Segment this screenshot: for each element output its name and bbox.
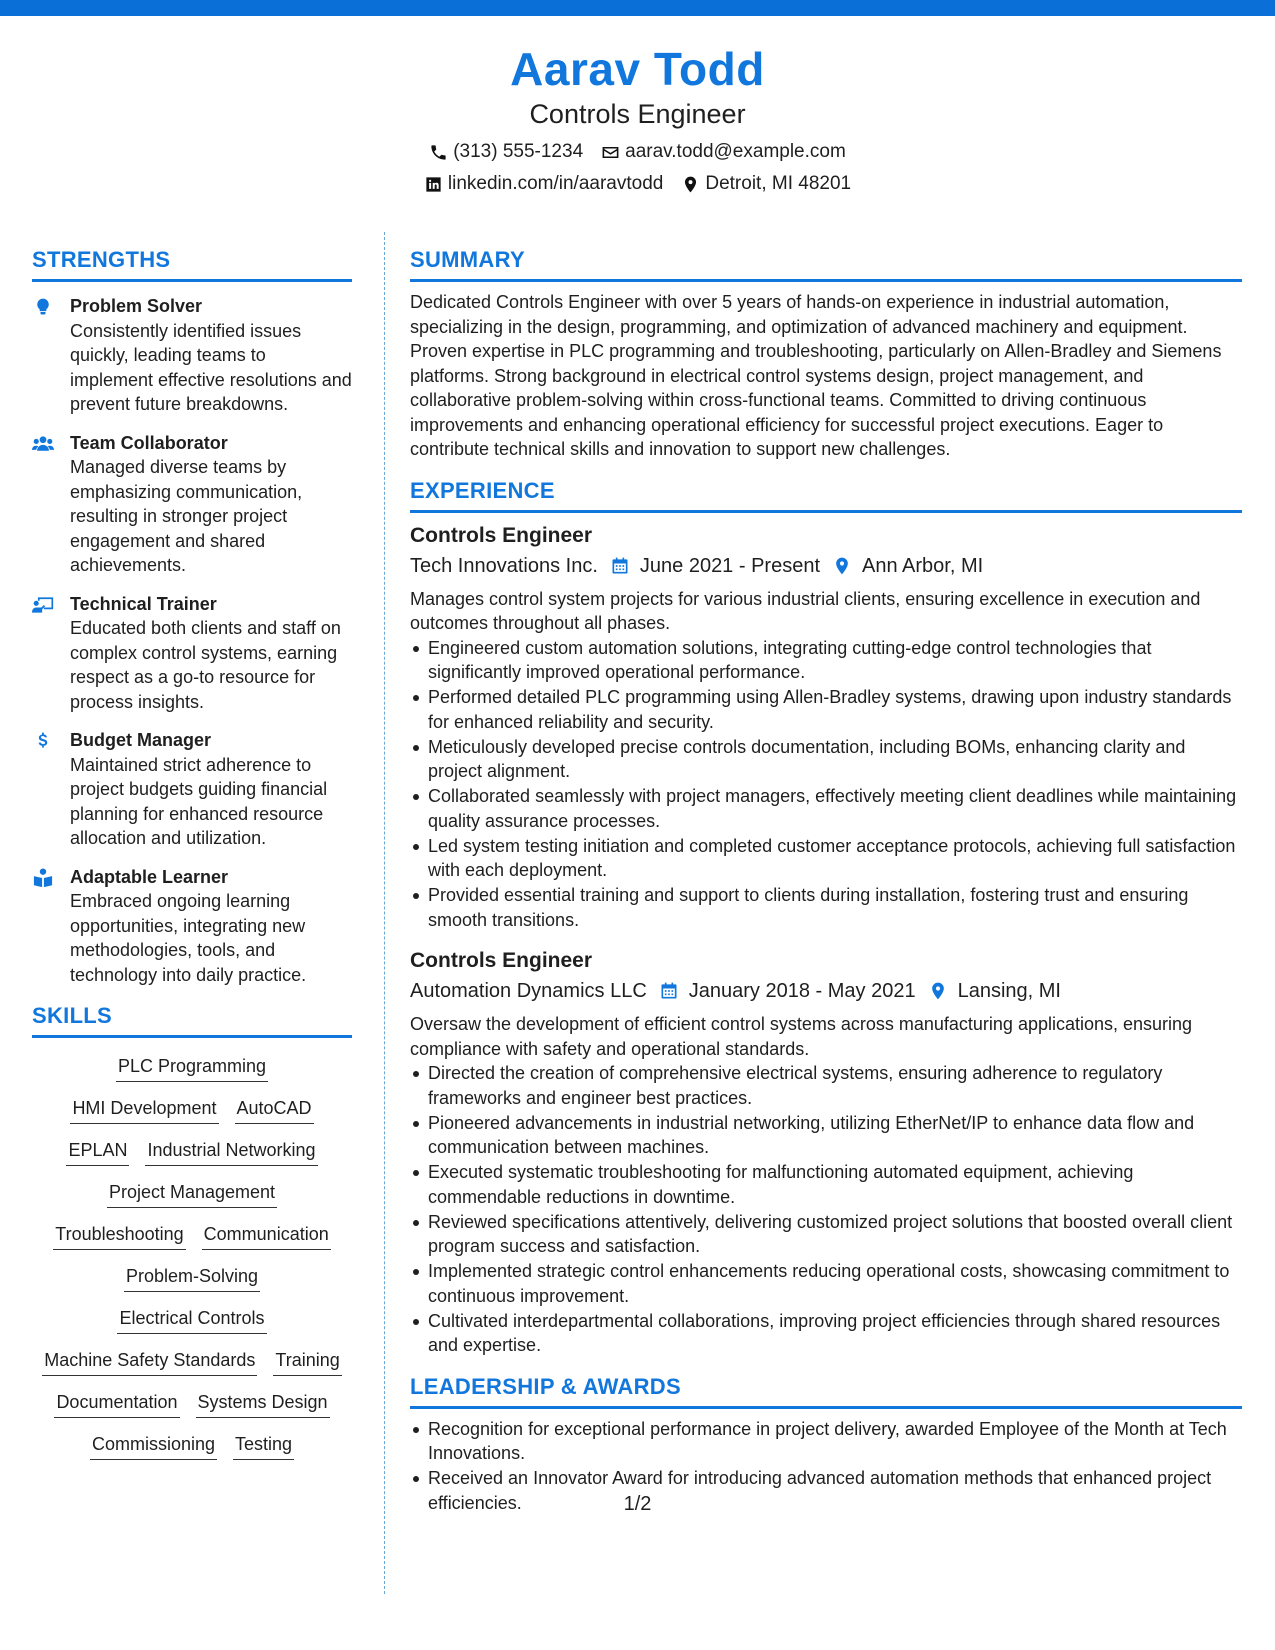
skill-tag: EPLAN <box>66 1138 129 1166</box>
book-reader-icon <box>32 865 70 988</box>
contact-row-1 <box>0 138 1275 166</box>
job-entry <box>410 521 1242 933</box>
strength-item <box>32 865 352 988</box>
strength-title: Technical Trainer <box>70 593 217 614</box>
skill-tag: Training <box>273 1348 341 1376</box>
location-text: Detroit, MI 48201 <box>705 173 852 194</box>
candidate-title: Controls Engineer <box>529 99 746 129</box>
resume-header <box>0 40 1275 198</box>
skills-section <box>32 1001 352 1460</box>
skill-tag: Problem-Solving <box>124 1264 260 1292</box>
bullet-item: Cultivated interdepartmental collaborations, improving project efficiencies through shared resources and expertise. <box>410 1309 1242 1358</box>
job-title: Controls Engineer <box>410 949 593 972</box>
job-description: Oversaw the development of efficient control systems across manufacturing applications, ensuring compliance with safety and operational standards. <box>410 1014 1193 1059</box>
award-item: Received an Innovator Award for introducing advanced automation methods that enhanced project efficiencies. <box>410 1466 1242 1515</box>
email-contact[interactable] <box>601 138 846 166</box>
phone-contact[interactable] <box>429 138 583 166</box>
skill-tag: Industrial Networking <box>145 1138 317 1166</box>
skill-tag: Troubleshooting <box>53 1222 185 1250</box>
bullet-item: Executed systematic troubleshooting for malfunctioning automated equipment, achieving commendable reductions in downtime. <box>410 1160 1242 1209</box>
bullet-item: Meticulously developed precise controls documentation, including BOMs, enhancing clarity and project alignment. <box>410 735 1242 784</box>
skill-tag: PLC Programming <box>116 1054 268 1082</box>
skill-tag: Project Management <box>107 1180 277 1208</box>
award-item: Recognition for exceptional performance in project delivery, awarded Employee of the Month at Tech Innovations. <box>410 1417 1242 1466</box>
phone-icon <box>429 143 448 162</box>
skill-tag: Systems Design <box>196 1390 330 1418</box>
top-accent-bar <box>0 0 1275 16</box>
chalkboard-teacher-icon <box>32 592 70 715</box>
job-bullets <box>410 1061 1242 1358</box>
email-text: aarav.todd@example.com <box>625 141 846 162</box>
bullet-item: Reviewed specifications attentively, delivering customized project solutions that boosted overall client program success and satisfaction. <box>410 1210 1242 1259</box>
skills-heading: SKILLS <box>32 1001 352 1038</box>
calendar-icon <box>610 556 630 576</box>
bullet-item: Led system testing initiation and completed customer acceptance protocols, achieving full satisfaction with each deployment. <box>410 834 1242 883</box>
skills-list <box>32 1054 352 1460</box>
strength-item <box>32 431 352 578</box>
bullet-item: Implemented strategic control enhancements reducing operational costs, showcasing commitment to continuous improvement. <box>410 1259 1242 1308</box>
strength-item <box>32 294 352 417</box>
strength-title: Problem Solver <box>70 296 203 316</box>
skill-tag: AutoCAD <box>235 1096 314 1124</box>
company-name: Tech Innovations Inc. <box>410 554 598 577</box>
strength-description: Embraced ongoing learning opportunities, integrating new methodologies, tools, and technology into daily practice. <box>70 891 307 985</box>
skill-tag: Documentation <box>54 1390 179 1418</box>
bullet-item: Pioneered advancements in industrial networking, utilizing EtherNet/IP to enhance data flow and communication between machines. <box>410 1111 1242 1160</box>
summary-heading: SUMMARY <box>410 245 1242 282</box>
summary-text: Dedicated Controls Engineer with over 5 years of hands-on experience in industrial automation, specializing in the design, programming, and optimization of advanced machinery and equipment. Proven expertise in PLC programming and troubleshooting, particularly on Allen-Bradley and Siemens platforms. Strong background in electrical control systems design, project management, and collaborative problem-solving within cross-functional teams. Committed to driving continuous improvements and enhancing operational efficiency for successful project executions. Eager to contribute technical skills and innovation to support new challenges. <box>410 292 1222 459</box>
strength-title: Adaptable Learner <box>70 866 229 887</box>
bullet-item: Collaborated seamlessly with project managers, effectively meeting client deadlines while maintaining quality assurance processes. <box>410 784 1242 833</box>
bullet-item: Performed detailed PLC programming using Allen-Bradley systems, drawing upon industry standards for enhanced reliability and security. <box>410 685 1242 734</box>
awards-heading: LEADERSHIP & AWARDS <box>410 1372 1242 1409</box>
lightbulb-icon <box>32 294 70 417</box>
job-dates: June 2021 - Present <box>639 554 821 577</box>
phone-text: (313) 555-1234 <box>453 141 584 162</box>
strength-title: Team Collaborator <box>70 432 228 453</box>
job-meta <box>410 551 1242 581</box>
company-name: Automation Dynamics LLC <box>410 980 647 1002</box>
map-pin-icon <box>928 981 948 1001</box>
bullet-item: Provided essential training and support to clients during installation, fostering trust and ensuring smooth transitions. <box>410 883 1242 932</box>
bullet-item: Directed the creation of comprehensive electrical systems, ensuring adherence to regulatory frameworks and engineer best practices. <box>410 1061 1242 1110</box>
job-location: Lansing, MI <box>957 980 1061 1002</box>
job-meta <box>410 976 1242 1006</box>
strength-title: Budget Manager <box>70 730 212 750</box>
right-column <box>410 245 1242 1516</box>
skill-tag: Testing <box>233 1432 294 1460</box>
map-pin-icon <box>832 556 852 576</box>
calendar-icon <box>659 981 679 1001</box>
dollar-icon <box>32 728 70 851</box>
strength-description: Maintained strict adherence to project budgets guiding financial planning for enhanced resource allocation and utilization. <box>70 754 328 848</box>
map-pin-icon <box>681 175 700 194</box>
linkedin-text: linkedin.com/in/aaravtodd <box>447 173 664 194</box>
contact-row-2 <box>0 170 1275 198</box>
strength-description: Educated both clients and staff on complex control systems, earning respect as a go-to resource for process insights. <box>70 618 341 712</box>
strength-description: Managed diverse teams by emphasizing communication, resulting in stronger project engagement and shared achievements. <box>70 457 303 575</box>
job-title: Controls Engineer <box>410 523 593 547</box>
job-description: Manages control system projects for various industrial clients, ensuring excellence in execution and outcomes throughout all phases. <box>410 588 1201 633</box>
job-entry <box>410 946 1242 1358</box>
strengths-list <box>32 294 352 987</box>
users-icon <box>32 431 70 578</box>
job-bullets <box>410 636 1242 933</box>
column-divider <box>384 232 385 1594</box>
candidate-name: Aarav Todd <box>510 43 765 95</box>
job-dates: January 2018 - May 2021 <box>688 980 916 1002</box>
skill-tag: Machine Safety Standards <box>42 1348 257 1376</box>
strengths-heading: STRENGTHS <box>32 245 352 282</box>
strength-item <box>32 592 352 715</box>
strength-item <box>32 728 352 851</box>
skill-tag: Communication <box>202 1222 331 1250</box>
page-number: 1/2 <box>623 1493 652 1515</box>
skill-tag: Electrical Controls <box>117 1306 266 1334</box>
skill-tag: Commissioning <box>90 1432 217 1460</box>
envelope-icon <box>601 143 620 162</box>
skill-tag: HMI Development <box>70 1096 218 1124</box>
location-contact <box>681 170 851 198</box>
linkedin-contact[interactable] <box>424 170 663 198</box>
linkedin-icon <box>424 175 443 194</box>
left-column <box>32 245 352 1460</box>
strength-description: Consistently identified issues quickly, leading teams to implement effective resolutions and prevent future breakdowns. <box>70 320 352 414</box>
bullet-item: Engineered custom automation solutions, integrating cutting-edge control technologies that significantly improved operational performance. <box>410 636 1242 685</box>
job-location: Ann Arbor, MI <box>862 554 984 577</box>
experience-heading: EXPERIENCE <box>410 476 1242 513</box>
